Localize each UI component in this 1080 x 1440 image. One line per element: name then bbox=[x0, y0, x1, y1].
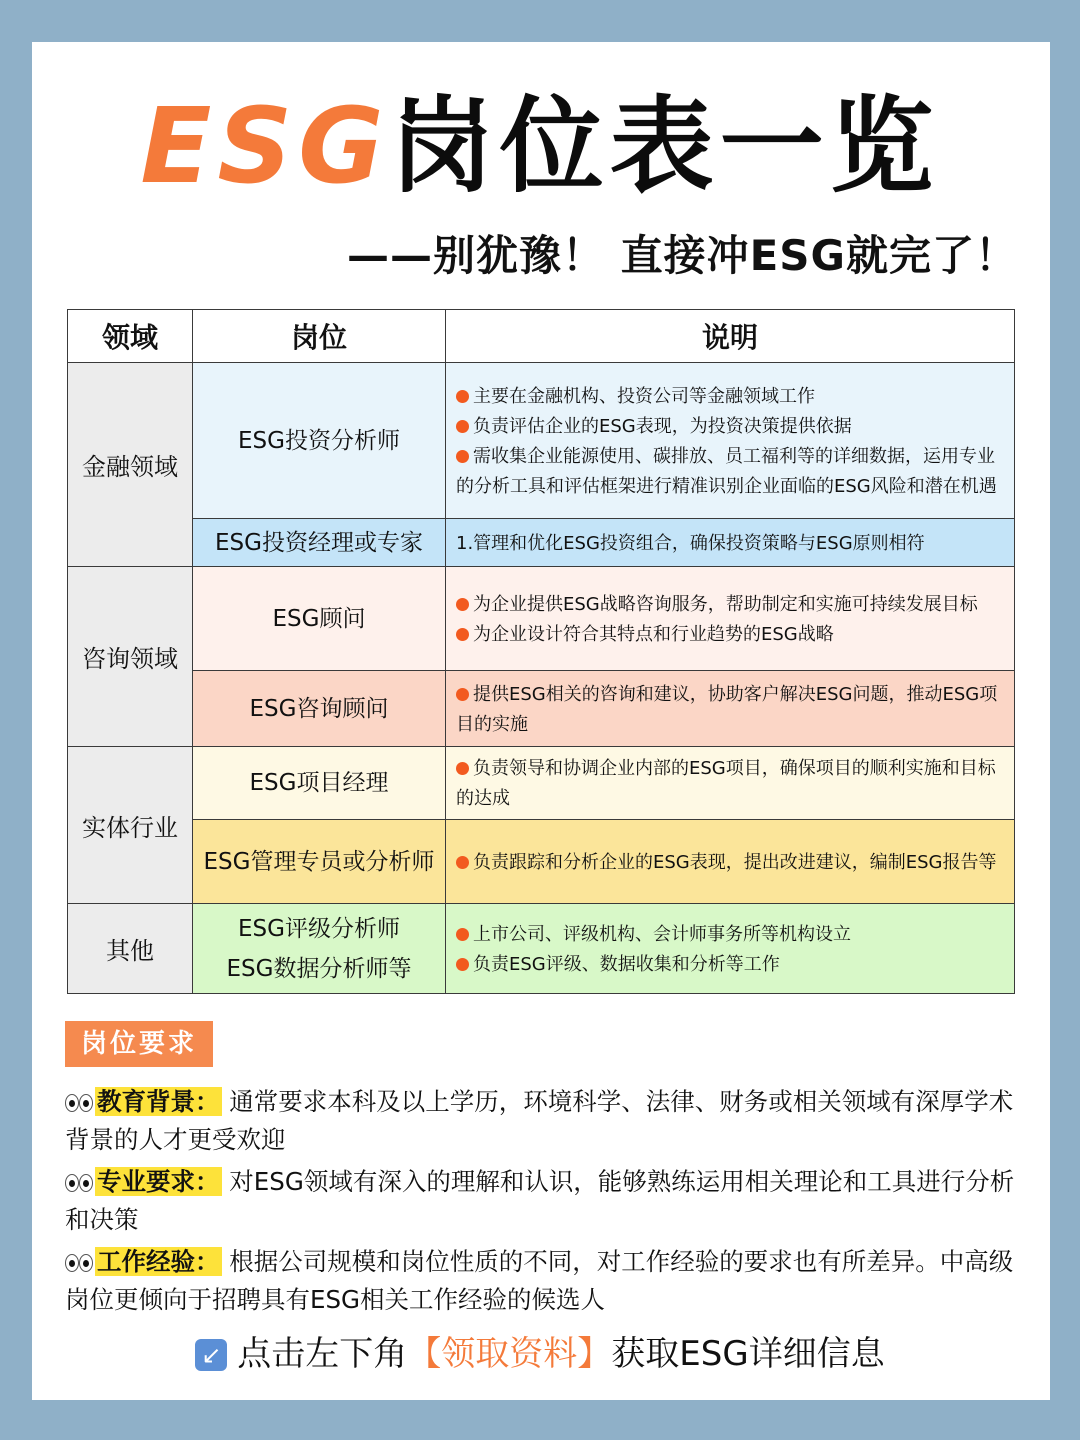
position-line: ESG评级分析师 bbox=[238, 915, 400, 942]
requirement-professional bbox=[65, 1163, 1025, 1239]
description-cell bbox=[446, 567, 1015, 671]
title-esg: ESG bbox=[140, 85, 390, 207]
description-cell bbox=[446, 671, 1015, 747]
jobs-table bbox=[67, 309, 1015, 994]
table-row bbox=[68, 671, 1015, 747]
requirement-text: 通常要求本科及以上学历，环境科学、法律、财务或相关领域有深厚学术背景的人才更受欢迎 bbox=[65, 1087, 1014, 1154]
bullet-dot-icon bbox=[456, 598, 469, 611]
requirement-text: 根据公司规模和岗位性质的不同，对工作经验的要求也有所差异。中高级岗位更倾向于招聘具有ESG相关工作经验的候选人 bbox=[65, 1247, 1014, 1314]
position-line: ESG数据分析师等 bbox=[226, 955, 412, 982]
page-subtitle: ——别犹豫！ 直接冲ESG就完了！ bbox=[346, 231, 1018, 280]
requirements-label: 岗位要求 bbox=[65, 1021, 213, 1067]
desc-line: 提供ESG相关的咨询和建议，协助客户解决ESG问题，推动ESG项目的实施 bbox=[456, 683, 998, 735]
footer-cta[interactable] bbox=[0, 1330, 1080, 1378]
bullet-dot-icon bbox=[456, 928, 469, 941]
table-row bbox=[68, 519, 1015, 567]
domain-cell: 金融领域 bbox=[68, 363, 193, 567]
requirement-key: 工作经验： bbox=[97, 1247, 220, 1276]
position-cell: ESG投资分析师 bbox=[193, 363, 446, 519]
desc-line: 为企业提供ESG战略咨询服务，帮助制定和实施可持续发展目标 bbox=[456, 590, 1006, 620]
desc-line: 主要在金融机构、投资公司等金融领域工作 bbox=[456, 382, 1006, 412]
description-cell bbox=[446, 363, 1015, 519]
eyes-icon bbox=[65, 1243, 93, 1281]
position-cell: ESG咨询顾问 bbox=[193, 671, 446, 747]
bullet-dot-icon bbox=[456, 856, 469, 869]
requirement-text: 对ESG领域有深入的理解和认识，能够熟练运用相关理论和工具进行分析和决策 bbox=[65, 1167, 1015, 1234]
bullet-dot-icon bbox=[456, 688, 469, 701]
desc-line: 负责ESG评级、数据收集和分析等工作 bbox=[456, 950, 1006, 980]
table-row bbox=[68, 820, 1015, 904]
description-cell bbox=[446, 820, 1015, 904]
bullet-dot-icon bbox=[456, 420, 469, 433]
position-cell: ESG管理专员或分析师 bbox=[193, 820, 446, 904]
position-cell: ESG顾问 bbox=[193, 567, 446, 671]
domain-cell: 其他 bbox=[68, 904, 193, 994]
requirement-key: 专业要求： bbox=[97, 1167, 220, 1196]
bullet-dot-icon bbox=[456, 390, 469, 403]
description-cell bbox=[446, 519, 1015, 567]
table-row bbox=[68, 363, 1015, 519]
desc-line: 上市公司、评级机构、会计师事务所等机构设立 bbox=[456, 920, 1006, 950]
desc-line: 需收集企业能源使用、碳排放、员工福利等的详细数据，运用专业的分析工具和评估框架进行精准识别企业面临的ESG风险和潜在机遇 bbox=[456, 445, 997, 497]
footer-prefix: 点击左下角 bbox=[237, 1334, 408, 1374]
requirement-experience bbox=[65, 1243, 1025, 1319]
footer-suffix: 获取ESG详细信息 bbox=[611, 1334, 885, 1374]
eyes-icon bbox=[65, 1163, 93, 1201]
footer-highlight[interactable]: 【领取资料】 bbox=[407, 1334, 612, 1374]
header-domain: 领域 bbox=[68, 310, 193, 363]
header-position: 岗位 bbox=[193, 310, 446, 363]
table-row bbox=[68, 904, 1015, 994]
title-rest: 岗位表一览 bbox=[389, 85, 940, 207]
header-description: 说明 bbox=[446, 310, 1015, 363]
bullet-dot-icon bbox=[456, 628, 469, 641]
bullet-dot-icon bbox=[456, 762, 469, 775]
desc-line: 负责领导和协调企业内部的ESG项目，确保项目的顺利实施和目标的达成 bbox=[456, 758, 996, 809]
position-cell bbox=[193, 904, 446, 994]
position-cell: ESG项目经理 bbox=[193, 747, 446, 820]
desc-line: 1.管理和优化ESG投资组合，确保投资策略与ESG原则相符 bbox=[456, 532, 925, 554]
desc-line: 为企业设计符合其特点和行业趋势的ESG战略 bbox=[456, 620, 1006, 650]
page-title bbox=[0, 85, 1080, 207]
table-row bbox=[68, 747, 1015, 820]
desc-line: 负责跟踪和分析企业的ESG表现，提出改进建议，编制ESG报告等 bbox=[456, 848, 1006, 878]
eyes-icon bbox=[65, 1083, 93, 1121]
table-header-row bbox=[68, 310, 1015, 363]
description-cell bbox=[446, 904, 1015, 994]
bullet-dot-icon bbox=[456, 450, 469, 463]
description-cell bbox=[446, 747, 1015, 820]
desc-line: 负责评估企业的ESG表现，为投资决策提供依据 bbox=[456, 412, 1006, 442]
arrow-down-left-icon: ↙ bbox=[195, 1339, 227, 1371]
domain-cell: 咨询领域 bbox=[68, 567, 193, 747]
bullet-dot-icon bbox=[456, 958, 469, 971]
domain-cell: 实体行业 bbox=[68, 747, 193, 904]
position-cell: ESG投资经理或专家 bbox=[193, 519, 446, 567]
requirement-education bbox=[65, 1083, 1025, 1159]
requirement-key: 教育背景： bbox=[97, 1087, 220, 1116]
table-row bbox=[68, 567, 1015, 671]
